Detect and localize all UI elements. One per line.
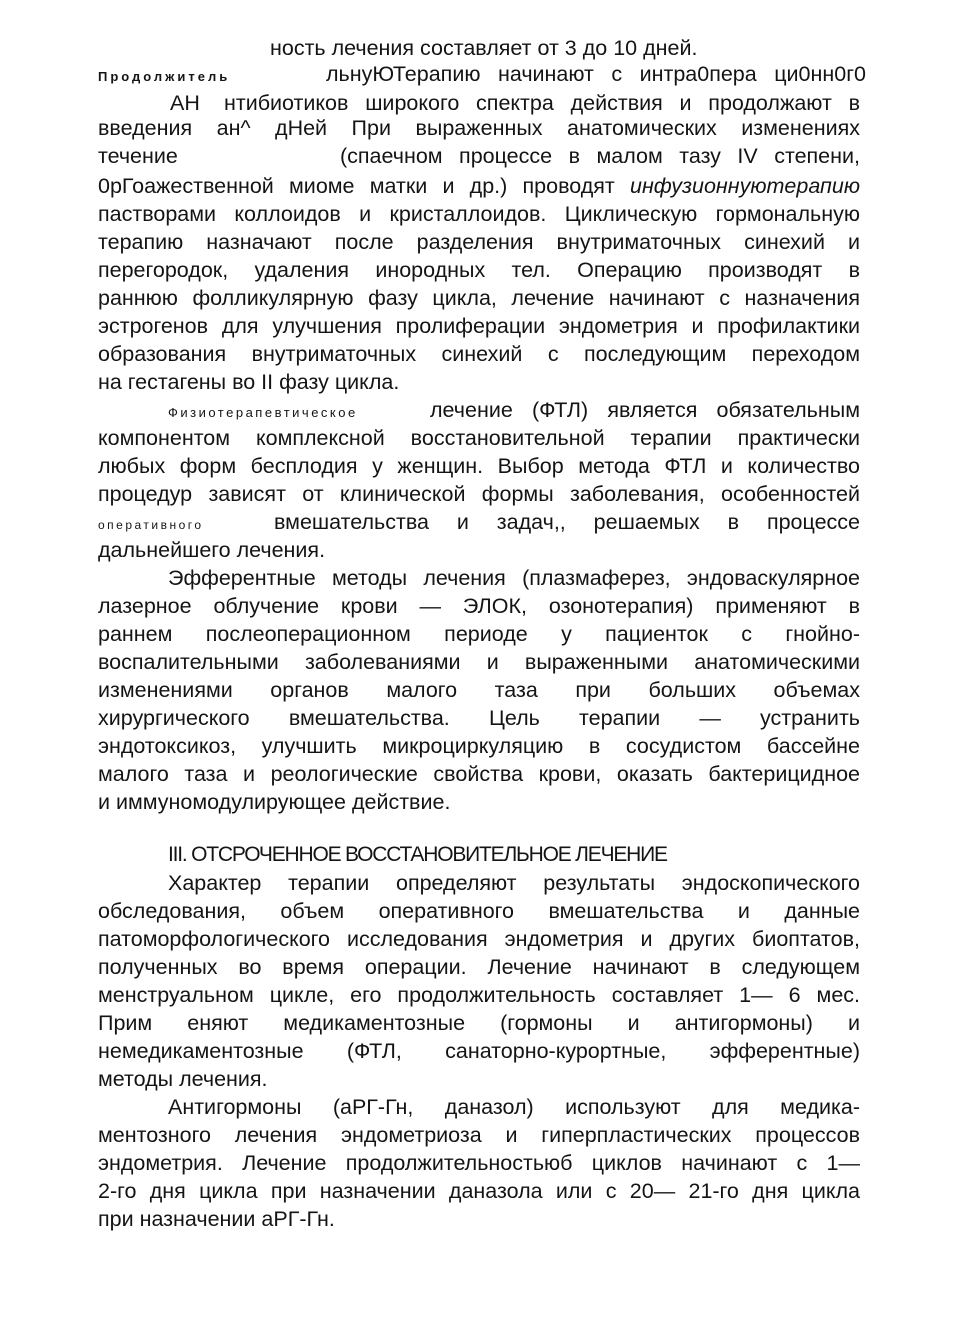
text-fragment: течение [98,144,178,168]
text-line: эстрогенов для улучшения пролиферации эндометрия и профилактики [98,314,860,338]
text-line: Антигормоны (аРГ-Гн, даназол) используют для медика- [168,1095,860,1119]
text-line: льнуЮТерапию начинают с интра0пера ци0нн0г0 [326,62,866,86]
text-line: терапию назначают после разделения внутриматочных синехий и [98,230,860,254]
text-line: раннюю фолликулярную фазу цикла, лечение начинают с назначения [98,286,860,310]
text-line: ность лечения составляет от 3 до 10 дней. [270,36,698,60]
text-line: Характер терапии определяют результаты эндоскопического [168,871,860,895]
text-line: (спаечном процессе в малом тазу IV степени, [340,144,860,168]
text-line: Прим еняют медикаментозные (гормоны и антигормоны) и [98,1011,860,1035]
text-line: патоморфологического исследования эндометрия и других биоптатов, [98,927,860,951]
text-line: вмешательства и задач,, решаемых в процессе [274,510,860,534]
text-line [98,508,268,539]
text-line: обследования, объем оперативного вмешательства и данные [98,899,860,923]
text-fragment: инфузионнуютерапию [629,174,860,198]
text-line: и иммуномодулирующее действие. [98,790,451,814]
text-fragment: Продолжитель [98,69,231,84]
text-fragment: Физиотерапевтическое [168,405,358,420]
text-line: воспалительными заболеваниями и выраженными анатомическими [98,650,860,674]
text-line: хирургического вмешательства. Цель терапии — устранить [98,706,860,730]
text-line: образования внутриматочных синехий с последующим переходом [98,342,860,366]
text-line: Эфферентные методы лечения (плазмаферез, эндоваскулярное [168,566,860,590]
text-line: ментозного лечения эндометриоза и гиперпластических процессов [98,1123,860,1147]
text-line: любых форм бесплодия у женщин. Выбор метода ФТЛ и количество [98,454,860,478]
section-heading: III. ОТСРОЧЕННОЕ ВОССТАНОВИТЕЛЬНОЕ ЛЕЧЕНИЕ [168,843,667,866]
text-line: перегородок, удаления инородных тел. Операцию производят в [98,258,860,282]
text-fragment: АН [170,91,200,115]
text-line: на гестагены во II фазу цикла. [98,370,400,394]
text-line: немедикаментозные (ФТЛ, санаторно-курортные, эфферентные) [98,1039,860,1063]
text-line: методы лечения. [98,1067,268,1091]
text-line: введения ан^ дНей При выраженных анатомических изменениях [98,116,860,140]
text-line: малого таза и реологические свойства крови, оказать бактерицидное [98,762,860,786]
text-line: пастворами коллоидов и кристаллоидов. Циклическую гормональную [98,202,860,226]
text-line: менструальном цикле, его продолжительность составляет 1— 6 мес. [98,983,860,1007]
text-line: раннем послеоперационном периоде у пациенток с гнойно- [98,622,860,646]
text-line [98,172,860,200]
text-line: компонентом комплексной восстановительной терапии практически [98,426,860,450]
text-line: процедур зависят от клинической формы заболевания, особенностей [98,482,860,506]
text-line [168,396,418,427]
text-line: 2-го дня цикла при назначении даназола или с 20— 21-го дня цикла [98,1179,860,1203]
text-line: лечение (ФТЛ) является обязательным [430,398,860,422]
text-fragment: 0рГоажественной миоме матки и др.) проводят [98,174,615,198]
text-line: нтибиотиков широкого спектра действия и продолжают в [224,91,860,115]
text-line: при назначении аРГ-Гн. [98,1207,335,1231]
text-line: лазерное облучение крови — ЭЛОК, озонотерапия) применяют в [98,594,860,618]
text-line: полученных во время операции. Лечение начинают в следующем [98,955,860,979]
text-line: эндометрия. Лечение продолжительностьюб циклов начинают с 1— [98,1151,860,1175]
text-line: изменениями органов малого таза при больших объемах [98,678,860,702]
text-line: эндотоксикоз, улучшить микроциркуляцию в сосудистом бассейне [98,734,860,758]
text-line: дальнейшего лечения. [98,538,326,562]
text-fragment: оперативного [98,518,204,532]
